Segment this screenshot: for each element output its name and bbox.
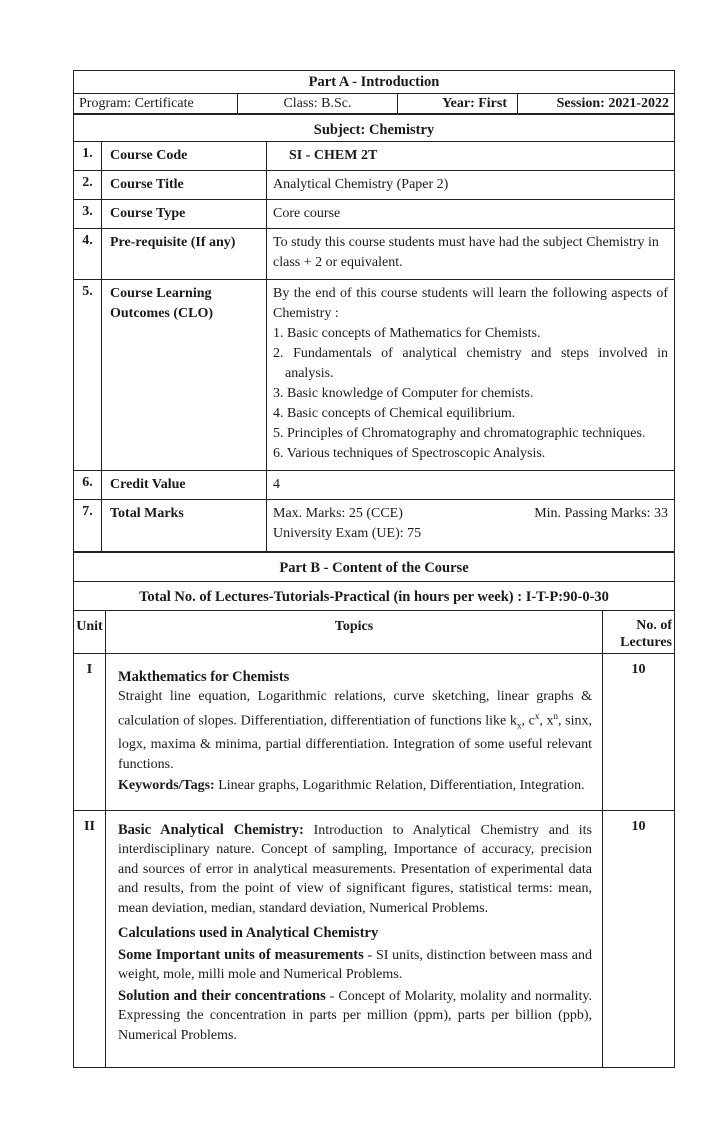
part-b-title: Part B - Content of the Course [74, 552, 675, 582]
clo-item: 5. Principles of Chromatography and chromatographic techniques. [273, 425, 646, 441]
class-cell: Class: B.Sc. [238, 93, 398, 114]
lecture-count: 10 [603, 810, 675, 1068]
part-b-header-table [73, 551, 675, 611]
calc-subheading: Calculations used in Analytical Chemistry [118, 925, 379, 942]
unit-body: Straight line equation, Logarithmic relations, curve sketching, linear graphs & calculation of slopes. Differentiation, differentiation of functions like $k_x$, $c^x$, $x^n$, sinx, logx, maxima & minima, partial differentiation. Integration of some useful relevant functions. [118, 689, 593, 772]
unit-number: I [74, 653, 106, 810]
session-cell: Session: 2021-2022 [518, 93, 675, 114]
table-row [74, 141, 675, 170]
table-row [74, 653, 675, 810]
subject-heading: Subject: Chemistry [74, 114, 675, 142]
row-number: 7. [74, 499, 102, 552]
course-code-label: Course Code [102, 141, 267, 170]
total-marks-value [267, 499, 675, 552]
unit-keywords: Keywords/Tags: Linear graphs, Logarithmic Relation, Differentiation, Integration. [118, 778, 585, 794]
row-number: 3. [74, 199, 102, 228]
part-a-header-table [73, 70, 675, 94]
prerequisite-value: To study this course students must have had the subject Chemistry in class + 2 or equivalent. [267, 228, 675, 279]
unit-title: Makthematics for Chemists [118, 668, 290, 685]
unit-number: II [74, 810, 106, 1068]
row-number: 1. [74, 141, 102, 170]
table-row [74, 810, 675, 1068]
syllabus-document [73, 70, 675, 1068]
part-a-title: Part A - Introduction [74, 71, 675, 94]
credit-value: 4 [267, 470, 675, 499]
credit-value-label: Credit Value [102, 470, 267, 499]
row-number: 6. [74, 470, 102, 499]
row-number: 5. [74, 279, 102, 470]
unit-title: Basic Analytical Chemistry: [118, 821, 304, 838]
clo-label: Course Learning Outcomes (CLO) [102, 279, 267, 470]
content-header-row [74, 610, 675, 653]
row-number: 4. [74, 228, 102, 279]
table-row [74, 499, 675, 552]
course-code-value: SI - CHEM 2T [289, 147, 378, 163]
course-title-value: Analytical Chemistry (Paper 2) [267, 170, 675, 199]
table-row [74, 228, 675, 279]
table-row [74, 199, 675, 228]
program-info-table [73, 93, 675, 115]
row-number: 2. [74, 170, 102, 199]
clo-list [273, 324, 668, 464]
course-title-label: Course Title [102, 170, 267, 199]
course-type-label: Course Type [102, 199, 267, 228]
clo-item: 2. Fundamentals of analytical chemistry and steps involved in analysis. [273, 345, 668, 381]
university-exam-marks: University Exam (UE): 75 [273, 525, 422, 541]
clo-item: 1. Basic concepts of Mathematics for Chemists. [273, 325, 541, 341]
total-marks-label: Total Marks [102, 499, 267, 552]
course-type-value: Core course [267, 199, 675, 228]
course-details-table [73, 141, 675, 553]
course-content-table [73, 610, 675, 1069]
subject-table [73, 113, 675, 142]
table-row [74, 470, 675, 499]
unit-header: Unit [74, 610, 106, 653]
max-marks: Max. Marks: 25 (CCE) [273, 505, 403, 521]
clo-intro: By the end of this course students will learn the following aspects of Chemistry : [273, 285, 668, 321]
year-cell: Year: First [398, 93, 518, 114]
unit-body: Basic Analytical Chemistry: Introduction to Analytical Chemistry and its interdisciplinary nature. Concept of sampling, Importance of accuracy, precision and sources of error in analytical measurements. Presentation of experimental data and results, from the point of view of significant figures, statistical terms: mean, mean deviation, median, standard deviation, Numerical Problems. [118, 821, 592, 916]
table-row [74, 170, 675, 199]
prerequisite-label: Pre-requisite (If any) [102, 228, 267, 279]
unit-topics [106, 810, 603, 1068]
units-of-measurement: Some Important units of measurements - SI units, distinction between mass and weight, mole, milli mole and Numerical Problems. [118, 946, 592, 983]
table-row [74, 279, 675, 470]
min-passing-marks: Min. Passing Marks: 33 [534, 505, 668, 521]
clo-value [267, 279, 675, 470]
ltp-summary: Total No. of Lectures-Tutorials-Practical (in hours per week) : I-T-P:90-0-30 [74, 582, 675, 611]
clo-item: 6. Various techniques of Spectroscopic Analysis. [273, 445, 546, 461]
program-cell: Program: Certificate [74, 93, 238, 114]
unit-topics [106, 653, 603, 810]
lecture-count: 10 [603, 653, 675, 810]
lectures-header: No. of Lectures [603, 610, 675, 653]
topics-header: Topics [106, 610, 603, 653]
clo-item: 4. Basic concepts of Chemical equilibrium. [273, 405, 516, 421]
solution-concentrations: Solution and their concentrations - Concept of Molarity, molality and normality. Expressing the concentration in parts per million (ppm), parts per billion (ppb), Numerical Problems. [118, 987, 592, 1043]
clo-item: 3. Basic knowledge of Computer for chemists. [273, 385, 534, 401]
